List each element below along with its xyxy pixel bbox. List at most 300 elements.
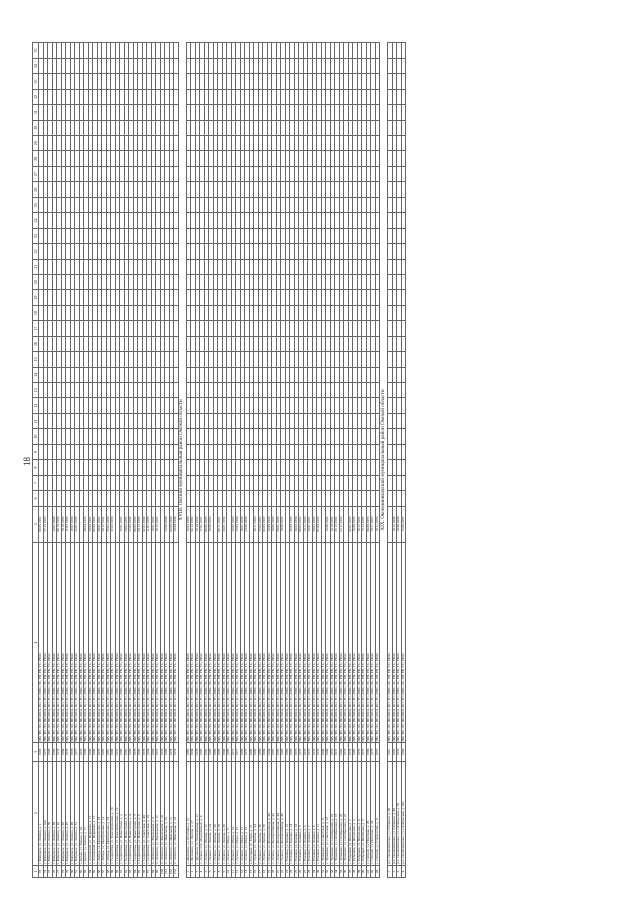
year-cell: 1986 xyxy=(93,743,98,761)
mark-cell xyxy=(401,43,406,59)
materials-cell: ПП, ТН, ЭО, ПР, ШСА, ВО, ТС, МВС, ЭС, РП, РВ, ТС, РВАС xyxy=(330,542,335,743)
row-number: 95 xyxy=(138,865,143,877)
date-cell: 03.09.1999 xyxy=(169,506,174,542)
row-number: 18 xyxy=(263,865,268,877)
date-cell: 16.08.2004 xyxy=(397,506,402,542)
materials-cell: ПП, ТН, ЭО, ПР, ШСА, ВО, ТС, МВС, ЭС, РП, РВ, ТС, РВАС xyxy=(84,542,89,743)
materials-cell: ПП, ТН, ЭО, ПР, ШСА, ВО, ТС, МВС, ЭС, РП, РВ, ТС, РВАС xyxy=(366,542,371,743)
row-number: 92 xyxy=(124,865,129,877)
year-cell: 1983 xyxy=(39,743,44,761)
row-number: 22 xyxy=(281,865,286,877)
column-number: 25 xyxy=(33,197,39,212)
date-cell: 08.05.1992 xyxy=(39,506,44,542)
year-cell: 1978 xyxy=(195,743,200,761)
year-cell: 1972 xyxy=(115,743,120,761)
date-cell: 05.01.1993 xyxy=(348,506,353,542)
address-cell: с. Лузино, ул. Мира, д. 11 xyxy=(227,761,232,865)
column-number: 24 xyxy=(33,213,39,228)
materials-cell: ПП, ТН, ЭО, ПР, ШСА, ВО, ТС, МВС, ЭС, РП, РВ, ТС, РВАС xyxy=(191,542,196,743)
year-cell: 1980 xyxy=(88,743,93,761)
date-cell: 10.02.1993 xyxy=(294,506,299,542)
year-cell: 1983 xyxy=(222,743,227,761)
year-cell: 1977 xyxy=(75,743,80,761)
materials-cell: ПП, ТН, ЭО, ПР, ШСА, ВО, ТС, МВС, ЭС, РП, РВ, ТС, РВАС xyxy=(353,542,358,743)
date-cell: 08.05.1992 xyxy=(93,506,98,542)
column-number: 32 xyxy=(33,89,39,104)
date-cell: 10.01.1992 xyxy=(151,506,156,542)
mark-cell xyxy=(401,444,406,459)
materials-cell: ПП, ТН, ЭО, ПР, ШСА, ВО, ТС, МВС, ЭС, РП, РВ, ТС, РВАС xyxy=(263,542,268,743)
year-cell: 1984 xyxy=(267,743,272,761)
materials-cell: ПП, ТН, ЭО, ПР, ШСА, ВО, ТС, МВС, ЭС, РП, РВ, ТС, РВАС xyxy=(303,542,308,743)
date-cell: 19.11.1993 xyxy=(371,506,376,542)
row-number: 4 xyxy=(200,865,205,877)
row-number: 36 xyxy=(344,865,349,877)
year-cell: 1985 xyxy=(276,743,281,761)
mark-cell xyxy=(401,259,406,274)
year-cell: 1985 xyxy=(218,743,223,761)
year-cell: 1968 xyxy=(165,743,170,761)
date-cell: 08.10.1993 xyxy=(57,506,62,542)
year-cell: 1979 xyxy=(357,743,362,761)
year-cell: 1986 xyxy=(258,743,263,761)
address-cell: р.п. Оконешниково, ул. Гагарина, д. 38 xyxy=(388,761,393,865)
address-cell: г. Бобровск, ул. Ленина, д. 36 xyxy=(48,761,53,865)
materials-cell: ПП, ТН, ЭО, ПР, ШСА, ВО, ТС, МВС, ЭС, РП, РВ, ТС, РВАС xyxy=(43,542,48,743)
row-number: 90 xyxy=(115,865,120,877)
address-cell: с. Сыропятка, ул. Комсомольская, д. 12 xyxy=(115,761,120,865)
row-number: 10 xyxy=(227,865,232,877)
date-cell: 16.12.1997 xyxy=(156,506,161,542)
address-cell: с. Лузино, ул. Ленина, д. 28 xyxy=(218,761,223,865)
row-number: 82 xyxy=(79,865,84,877)
address-cell: с. Желанное, ул. Ленина, д. 27 xyxy=(191,761,196,865)
address-cell: с. Ростовка, ул. Мира, д. 21 xyxy=(249,761,254,865)
date-cell: 14.10.1992 xyxy=(330,506,335,542)
year-cell: 1977 xyxy=(231,743,236,761)
year-cell: 1978 xyxy=(57,743,62,761)
address-cell: г. Бобровск, ул. Ленина, д. 42 xyxy=(57,761,62,865)
year-cell: 1975 xyxy=(156,743,161,761)
year-cell: 1968 xyxy=(151,743,156,761)
year-cell: 1968 xyxy=(290,743,295,761)
row-number: 15 xyxy=(249,865,254,877)
row-number: 83 xyxy=(84,865,89,877)
address-cell: с. Лузино, ул. Кооперативная, д. 46 xyxy=(281,761,286,865)
year-cell: 1986 xyxy=(366,743,371,761)
year-cell: 1978 xyxy=(70,743,75,761)
address-cell: с. Розовка, ул. Ленина, д. 11 xyxy=(317,761,322,865)
year-cell: 1980 xyxy=(129,743,134,761)
year-cell: 1976 xyxy=(294,743,299,761)
materials-cell: ПП, ТН, ЭО, ПР, ШСА, ВО, ТС, МВС, ЭС, РП, РВ, ТС, РВАС xyxy=(344,542,349,743)
address-cell: п. Любинск, ул. Вокзальная, д. 14 xyxy=(160,761,165,865)
materials-cell: ПП, ТН, ЭО, ПР, ШСА, ВО, ТС, МВС, ЭС, РП, РВ, ТС, РВАС xyxy=(335,542,340,743)
mark-cell xyxy=(401,120,406,135)
year-cell: 1961 xyxy=(388,743,393,761)
date-cell: 22.11.1992 xyxy=(339,506,344,542)
page-number: 18 xyxy=(22,457,32,466)
mark-cell xyxy=(401,151,406,166)
materials-cell: ПП, ТН, ЭО, ПР, ШСА, ВО, ТС, МВС, ЭС, РП, РВ, ТС, РВАС xyxy=(339,542,344,743)
materials-cell: ПП, ТН, ЭО, ПР, ШСА, ВО, ТС, МВС, ЭС, РП, РВ, ТС, РВАС xyxy=(52,542,57,743)
year-cell: 1982 xyxy=(102,743,107,761)
year-cell: 1988 xyxy=(84,743,89,761)
row-number: 32 xyxy=(326,865,331,877)
year-cell: 1978 xyxy=(169,743,174,761)
column-number: 34 xyxy=(33,58,39,73)
address-cell: с. Розовка, ул. Ленина, д. 7 xyxy=(308,761,313,865)
date-cell: 08.05.1992 xyxy=(133,506,138,542)
row-number: 3 xyxy=(195,865,200,877)
address-cell: с. Лузино, ул. Ленина, д. 36 xyxy=(258,761,263,865)
materials-cell: ПП, ТН, ЭО, ПР, ШСА, ВО, ТС, МВС, ЭС, РП, РВ, ТС, РВАС xyxy=(227,542,232,743)
materials-cell: ПП, ТН, ЭО, ПР, ШСА, ВО, ТС, МВС, ЭС, РП, РВ, ТС, РВАС xyxy=(245,542,250,743)
mark-cell xyxy=(401,197,406,212)
row-number: 39 xyxy=(357,865,362,877)
mark-cell xyxy=(401,290,406,305)
address-cell: с. Лузино, ул. Ленина, д. 22 xyxy=(204,761,209,865)
year-cell: 1980 xyxy=(48,743,53,761)
address-cell: с. Лузино, ул. Ленина, д. 24 xyxy=(209,761,214,865)
column-number: 3 xyxy=(33,743,39,761)
date-cell: 13.12.1992 xyxy=(362,506,367,542)
address-cell: с. Лузино, ул. Кооперативная, д. 42 xyxy=(272,761,277,865)
year-cell: 1973 xyxy=(344,743,349,761)
materials-cell: ПП, ТН, ЭО, ПР, ШСА, ВО, ТС, МВС, ЭС, РП, РВ, ТС, РВАС xyxy=(160,542,165,743)
column-number: 28 xyxy=(33,151,39,166)
row-number: 1 xyxy=(388,865,393,877)
year-cell: 1981 xyxy=(106,743,111,761)
materials-cell: ПП, ТН, ЭО, ПР, ШСА, ВО, ТС, МВС, ЭС, РП, РВ, ТС, РВАС xyxy=(209,542,214,743)
year-cell: 1980 xyxy=(401,743,406,761)
address-cell: с. Лебедь, ул. Центральная, д. 10 xyxy=(97,761,102,865)
row-number: 21 xyxy=(276,865,281,877)
row-number: 7 xyxy=(213,865,218,877)
materials-cell: ПП, ТН, ЭО, ПР, ШСА, ВО, ТС, МВС, ЭС, РП, РВ, ТС, РВАС xyxy=(397,542,402,743)
rotated-sheet xyxy=(20,40,625,880)
year-cell: 1986 xyxy=(227,743,232,761)
materials-cell: ПП, ТН, ЭО, ПР, ШСА, ВО, ТС, МВС, ЭС, РП, РВ, ТС, РВАС xyxy=(281,542,286,743)
address-cell: с. Ребровка, ул. Школьная, д. 4 xyxy=(357,761,362,865)
address-cell: с. Лузино, ул. Мира, д. 19 xyxy=(245,761,250,865)
row-number: 29 xyxy=(312,865,317,877)
materials-cell: ПП, ТН, ЭО, ПР, ШСА, ВО, ТС, МВС, ЭС, РП, РВ, ТС, РВАС xyxy=(388,542,393,743)
date-cell: 20.01.1993 xyxy=(276,506,281,542)
column-number: 5 xyxy=(33,506,39,542)
date-cell: 10.04.1994 xyxy=(174,506,179,542)
row-number: 84 xyxy=(88,865,93,877)
row-number: 8 xyxy=(218,865,223,877)
row-number: 91 xyxy=(120,865,125,877)
date-cell: 10.12.2000 xyxy=(392,506,397,542)
year-cell: 1985 xyxy=(213,743,218,761)
row-number: 26 xyxy=(299,865,304,877)
materials-cell: ПП, ТН, ЭО, ПР, ШСА, ВО, ТС, МВС, ЭС, РП, РВ, ТС, РВАС xyxy=(371,542,376,743)
date-cell: 02.01.1992 xyxy=(142,506,147,542)
date-cell: 06.11.1991 xyxy=(218,506,223,542)
materials-cell: ПП, ТН, ЭО, ПР, ШСА, ВО, ТС, МВС, ЭС, РП, РВ, ТС, РВАС xyxy=(61,542,66,743)
address-cell: п. Любинск, ул. Вокзальная, д. 8 xyxy=(151,761,156,865)
address-cell: с. Лузино, ул. Кооперативная, д. 44 xyxy=(276,761,281,865)
housing-register-table xyxy=(32,42,406,878)
mark-cell xyxy=(401,166,406,181)
year-cell: 1982 xyxy=(204,743,209,761)
materials-cell: ПП, ТН, ЭО, ПР, ШСА, ВО, ТС, МВС, ЭС, РП, РВ, ТС, РВАС xyxy=(147,542,152,743)
row-number: 34 xyxy=(335,865,340,877)
mark-cell xyxy=(401,244,406,259)
row-number: 87 xyxy=(102,865,107,877)
row-number: 40 xyxy=(362,865,367,877)
date-cell: 06.05.1993 xyxy=(204,506,209,542)
mark-cell xyxy=(401,136,406,151)
date-cell: 22.02.1994 xyxy=(129,506,134,542)
year-cell: 1975 xyxy=(43,743,48,761)
date-cell: 27.12.1993 xyxy=(43,506,48,542)
section-heading-row xyxy=(178,43,186,878)
date-cell: 25.12.1992 xyxy=(335,506,340,542)
materials-cell: ПП, ТН, ЭО, ПР, ШСА, ВО, ТС, МВС, ЭС, РП, РВ, ТС, РВАС xyxy=(102,542,107,743)
materials-cell: ПП, ТН, ЭО, ПР, ШСА, ВО, ТС, МВС, ЭС, РП, РВ, ТС, РВАС xyxy=(129,542,134,743)
materials-cell: ПП, ТН, ЭО, ПР, ШСА, ВО, ТС, МВС, ЭС, РП, РВ, ТС, РВАС xyxy=(93,542,98,743)
address-cell: с. Сыропятка, ул. Советская, д. 19 xyxy=(147,761,152,865)
row-number: 35 xyxy=(339,865,344,877)
column-number: 10 xyxy=(33,429,39,444)
mark-cell xyxy=(401,460,406,475)
date-cell: 08.08.1995 xyxy=(366,506,371,542)
address-cell: с. Дружино, ул. Молодёжная, д. 12 xyxy=(195,761,200,865)
address-cell: р.п. Оконешниково, ул. Октябрьская, д. 56 xyxy=(397,761,402,865)
date-cell: 10.08.1992 xyxy=(281,506,286,542)
year-cell: 1987 xyxy=(392,743,397,761)
address-cell: р.п. Оконешниково, ул. Октябрьская, д. 56а xyxy=(401,761,406,865)
date-cell: 17.01.1991 xyxy=(200,506,205,542)
year-cell: 1980 xyxy=(326,743,331,761)
date-cell: 24.01.1992 xyxy=(222,506,227,542)
materials-cell: ПП, ТН, ЭО, ПР, ШСА, ВО, ТС, МВС, ЭС, РП, РВ, ТС, РВАС xyxy=(401,542,406,743)
materials-cell: ПП, ТН, ЭО, ПР, ШСА, ВО, ТС, МВС, ЭС, РП, РВ, ТС, РВАС xyxy=(267,542,272,743)
address-cell: с. Розовка, ул. Кирова, д. 16 xyxy=(294,761,299,865)
materials-cell: ПП, ТН, ЭО, ПР, ШСА, ВО, ТС, МВС, ЭС, РП, РВ, ТС, РВАС xyxy=(204,542,209,743)
address-cell: с. Лебедь, ул. Центральная, д. 12 xyxy=(102,761,107,865)
address-cell: с. Желанное, ул. К.Сизова, д. 12 xyxy=(186,761,191,865)
year-cell: 1982 xyxy=(124,743,129,761)
table-row xyxy=(401,43,406,878)
row-number: 42 xyxy=(371,865,376,877)
address-cell: с. Крым, ул. Зорина, д. 16 xyxy=(79,761,84,865)
year-cell: 1985 xyxy=(254,743,259,761)
row-number: 11 xyxy=(231,865,236,877)
materials-cell: ПП, ТН, ЭО, ПР, ШСА, ВО, ТС, МВС, ЭС, РП, РВ, ТС, РВАС xyxy=(111,542,116,743)
address-cell: р.п. Оконешниково, ул. Гагарина, д. 40 xyxy=(392,761,397,865)
row-number: 99 xyxy=(156,865,161,877)
date-cell: 18.01.1993 xyxy=(240,506,245,542)
year-cell: 1976 xyxy=(303,743,308,761)
materials-cell: ПП, ТН, ЭО, ПР, ШСА, ВО, ТС, МВС, ЭС, РП, РВ, ТС, РВАС xyxy=(362,542,367,743)
address-cell: с. Троицкое, ул. Советская, д. 13 xyxy=(326,761,331,865)
materials-cell: ПП, ТН, ЭО, ПР, ШСА, ВО, ТС, МВС, ЭС, РП, РВ, ТС, РВАС xyxy=(213,542,218,743)
address-cell: с. Розовка, ул. Ленина, д. 5 xyxy=(303,761,308,865)
year-cell: 1980 xyxy=(138,743,143,761)
mark-cell xyxy=(401,105,406,120)
materials-cell: ПП, ТН, ЭО, ПР, ШСА, ВО, ТС, МВС, ЭС, РП, РВ, ТС, РВАС xyxy=(97,542,102,743)
materials-cell: ПП, ТН, ЭО, ПР, ШСА, ВО, ТС, МВС, ЭС, РП, РВ, ТС, РВАС xyxy=(294,542,299,743)
row-number: 33 xyxy=(330,865,335,877)
address-cell: с. Троицкое, ул. Советская, д. 11 xyxy=(321,761,326,865)
year-cell: 1977 xyxy=(245,743,250,761)
row-number: 101 xyxy=(165,865,170,877)
row-number: 75 xyxy=(48,865,53,877)
address-cell: с. Ребровка, ул. Школьная, д. 2 xyxy=(348,761,353,865)
address-cell: с. Ребровка, ул. Школьная, д. 3 xyxy=(353,761,358,865)
year-cell: 1975 xyxy=(308,743,313,761)
date-cell: 20.02.1992 xyxy=(124,506,129,542)
year-cell: 1972 xyxy=(335,743,340,761)
row-number: 98 xyxy=(151,865,156,877)
address-cell: г. Бобровск, ул. Ленина, д. 51 xyxy=(75,761,80,865)
materials-cell: ПП, ТН, ЭО, ПР, ШСА, ВО, ТС, МВС, ЭС, РП, РВ, ТС, РВАС xyxy=(70,542,75,743)
row-number: 9 xyxy=(222,865,227,877)
materials-cell: ПП, ТН, ЭО, ПР, ШСА, ВО, ТС, МВС, ЭС, РП, РВ, ТС, РВАС xyxy=(151,542,156,743)
row-number: 6 xyxy=(209,865,214,877)
date-cell: 08.03.1992 xyxy=(299,506,304,542)
row-number: 3 xyxy=(397,865,402,877)
address-cell: с. Розовка, ул. Ленина, д. 3 xyxy=(299,761,304,865)
row-number: 16 xyxy=(254,865,259,877)
date-cell: 18.11.1993 xyxy=(375,506,380,542)
materials-cell: ПП, ТН, ЭО, ПР, ШСА, ВО, ТС, МВС, ЭС, РП, РВ, ТС, РВАС xyxy=(290,542,295,743)
mark-cell xyxy=(401,352,406,367)
address-cell: с. Розовка, ул. Ленина, д. 9 xyxy=(312,761,317,865)
materials-cell: ПП, ТН, ЭО, ПР, ШСА, ВО, ТС, МВС, ЭС, РП, РВ, ТС, РВАС xyxy=(357,542,362,743)
materials-cell: ПП, ТН, ЭО, ПР, ШСА, ВО, ТС, МВС, ЭС, РП, РВ, ТС, РВАС xyxy=(142,542,147,743)
address-cell: с. Сыропятка, ул. Советская, д. 40 xyxy=(142,761,147,865)
row-number: 13 xyxy=(240,865,245,877)
column-number: 23 xyxy=(33,228,39,243)
materials-cell: ПП, ТН, ЭО, ПР, ШСА, ВО, ТС, МВС, ЭС, РП, РВ, ТС, РВАС xyxy=(156,542,161,743)
column-number: 31 xyxy=(33,105,39,120)
year-cell: 1984 xyxy=(263,743,268,761)
year-cell: 1985 xyxy=(249,743,254,761)
address-cell: с. Ачаирский, ул. Первомая, д. 13 xyxy=(88,761,93,865)
date-cell: 20.01.1992 xyxy=(97,506,102,542)
row-number: 89 xyxy=(111,865,116,877)
address-cell: с. Сыропятка, ул. Новостроек, д. 5 xyxy=(133,761,138,865)
year-cell: 1978 xyxy=(133,743,138,761)
row-number: 1 xyxy=(186,865,191,877)
date-cell: 18.08.1993 xyxy=(209,506,214,542)
column-number: 15 xyxy=(33,352,39,367)
date-cell: 16.03.1993 xyxy=(186,506,191,542)
address-cell: п. Любинск, ул. Школьная, д. 14 xyxy=(174,761,179,865)
year-cell: 1964 xyxy=(147,743,152,761)
mark-cell xyxy=(401,367,406,382)
date-cell: 23.07.1993 xyxy=(231,506,236,542)
address-cell: г. Бобровск, ул. Ленина, д. 49 xyxy=(70,761,75,865)
year-cell: 1986 xyxy=(209,743,214,761)
column-number: 18 xyxy=(33,305,39,320)
year-cell: 1980 xyxy=(353,743,358,761)
materials-cell: ПП, ТН, ЭО, ПР, ШСА, ВО, ТС, МВС, ЭС, РП, РВ, ТС, РВАС xyxy=(312,542,317,743)
row-number: 103 xyxy=(174,865,179,877)
address-cell: г. Бобровск, ул. Ленина, д. 32б xyxy=(43,761,48,865)
materials-cell: ПП, ТН, ЭО, ПР, ШСА, ВО, ТС, МВС, ЭС, РП, РВ, ТС, РВАС xyxy=(375,542,380,743)
materials-cell: ПП, ТН, ЭО, ПР, ШСА, ВО, ТС, МВС, ЭС, РП, РВ, ТС, РВАС xyxy=(133,542,138,743)
row-number: 102 xyxy=(169,865,174,877)
date-cell: 13.05.1994 xyxy=(236,506,241,542)
materials-cell: ПП, ТН, ЭО, ПР, ШСА, ВО, ТС, МВС, ЭС, РП, РВ, ТС, РВАС xyxy=(200,542,205,743)
row-number: 12 xyxy=(236,865,241,877)
date-cell: 29.01.1992 xyxy=(120,506,125,542)
year-cell: 1976 xyxy=(371,743,376,761)
date-cell: 03.05.1997 xyxy=(263,506,268,542)
date-cell: 19.07.1993 xyxy=(70,506,75,542)
year-cell: 1985 xyxy=(186,743,191,761)
year-cell: 1970 xyxy=(317,743,322,761)
date-cell: 19.08.1993 xyxy=(267,506,272,542)
date-cell: 26.11.1993 xyxy=(254,506,259,542)
row-number: 94 xyxy=(133,865,138,877)
column-number: 17 xyxy=(33,321,39,336)
column-number: 30 xyxy=(33,120,39,135)
address-cell: с. Омский, ул. Почтовая, д. 26 xyxy=(366,761,371,865)
year-cell: 1977 xyxy=(236,743,241,761)
date-cell: 11.01.1993 xyxy=(147,506,152,542)
section-heading: XIX. Оконешниковский муниципальный район Омской области xyxy=(380,43,388,878)
row-number: 28 xyxy=(308,865,313,877)
date-cell: 25.03.1992 xyxy=(258,506,263,542)
mark-cell xyxy=(401,213,406,228)
date-cell: 17.07.1993 xyxy=(66,506,71,542)
materials-cell: ПП, ТН, ЭО, ПР, ШСА, ВО, ТС, МВС, ЭС, РП, РВ, ТС, РВАС xyxy=(299,542,304,743)
address-cell: с. Омский, ул. Строителей, д. 11 xyxy=(375,761,380,865)
column-number: 16 xyxy=(33,336,39,351)
date-cell: 22.02.1993 xyxy=(111,506,116,542)
address-cell: с. Троицкое, ул. Октябрьская, д. 16 xyxy=(330,761,335,865)
materials-cell: ПП, ТН, ЭО, ПР, ШСА, ВО, ТС, МВС, ЭС, РП, РВ, ТС, РВАС xyxy=(75,542,80,743)
address-cell: г. Бобровск, ул. Ленина, д. 47 xyxy=(66,761,71,865)
materials-cell: ПП, ТН, ЭО, ПР, ШСА, ВО, ТС, МВС, ЭС, РП, РВ, ТС, РВАС xyxy=(106,542,111,743)
materials-cell: ПП, ТН, ЭО, ПР, ШСА, ВО, ТС, МВС, ЭС, РП, РВ, ТС, РВАС xyxy=(66,542,71,743)
row-number: 85 xyxy=(93,865,98,877)
row-number: 79 xyxy=(66,865,71,877)
address-cell: с. Сыропятка, ул. Комсомольская, д. 10 xyxy=(111,761,116,865)
row-number: 43 xyxy=(375,865,380,877)
mark-cell xyxy=(401,275,406,290)
year-cell: 1974 xyxy=(174,743,179,761)
mark-cell xyxy=(401,475,406,490)
column-number: 12 xyxy=(33,398,39,413)
materials-cell: ПП, ТН, ЭО, ПР, ШСА, ВО, ТС, МВС, ЭС, РП, РВ, ТС, РВАС xyxy=(249,542,254,743)
materials-cell: ПП, ТН, ЭО, ПР, ШСА, ВО, ТС, МВС, ЭС, РП, РВ, ТС, РВАС xyxy=(308,542,313,743)
address-cell: с. Сыропятка, ул. Новостроек, д. 6 xyxy=(138,761,143,865)
date-cell: 16.10.1992 xyxy=(195,506,200,542)
year-cell: 1985 xyxy=(200,743,205,761)
address-cell: с. Троицкое, ул. Октябрьская, д. 18 xyxy=(335,761,340,865)
row-number: 23 xyxy=(285,865,290,877)
year-cell: 1979 xyxy=(97,743,102,761)
date-cell: 16.12.1992 xyxy=(357,506,362,542)
year-cell: 1974 xyxy=(348,743,353,761)
materials-cell: ПП, ТН, ЭО, ПР, ШСА, ВО, ТС, МВС, ЭС, РП, РВ, ТС, РВАС xyxy=(88,542,93,743)
column-number: 27 xyxy=(33,166,39,181)
date-cell: 07.04.1993 xyxy=(317,506,322,542)
column-number: 13 xyxy=(33,383,39,398)
date-cell: 18.10.1993 xyxy=(61,506,66,542)
row-number: 27 xyxy=(303,865,308,877)
row-number: 80 xyxy=(70,865,75,877)
year-cell: 1984 xyxy=(61,743,66,761)
